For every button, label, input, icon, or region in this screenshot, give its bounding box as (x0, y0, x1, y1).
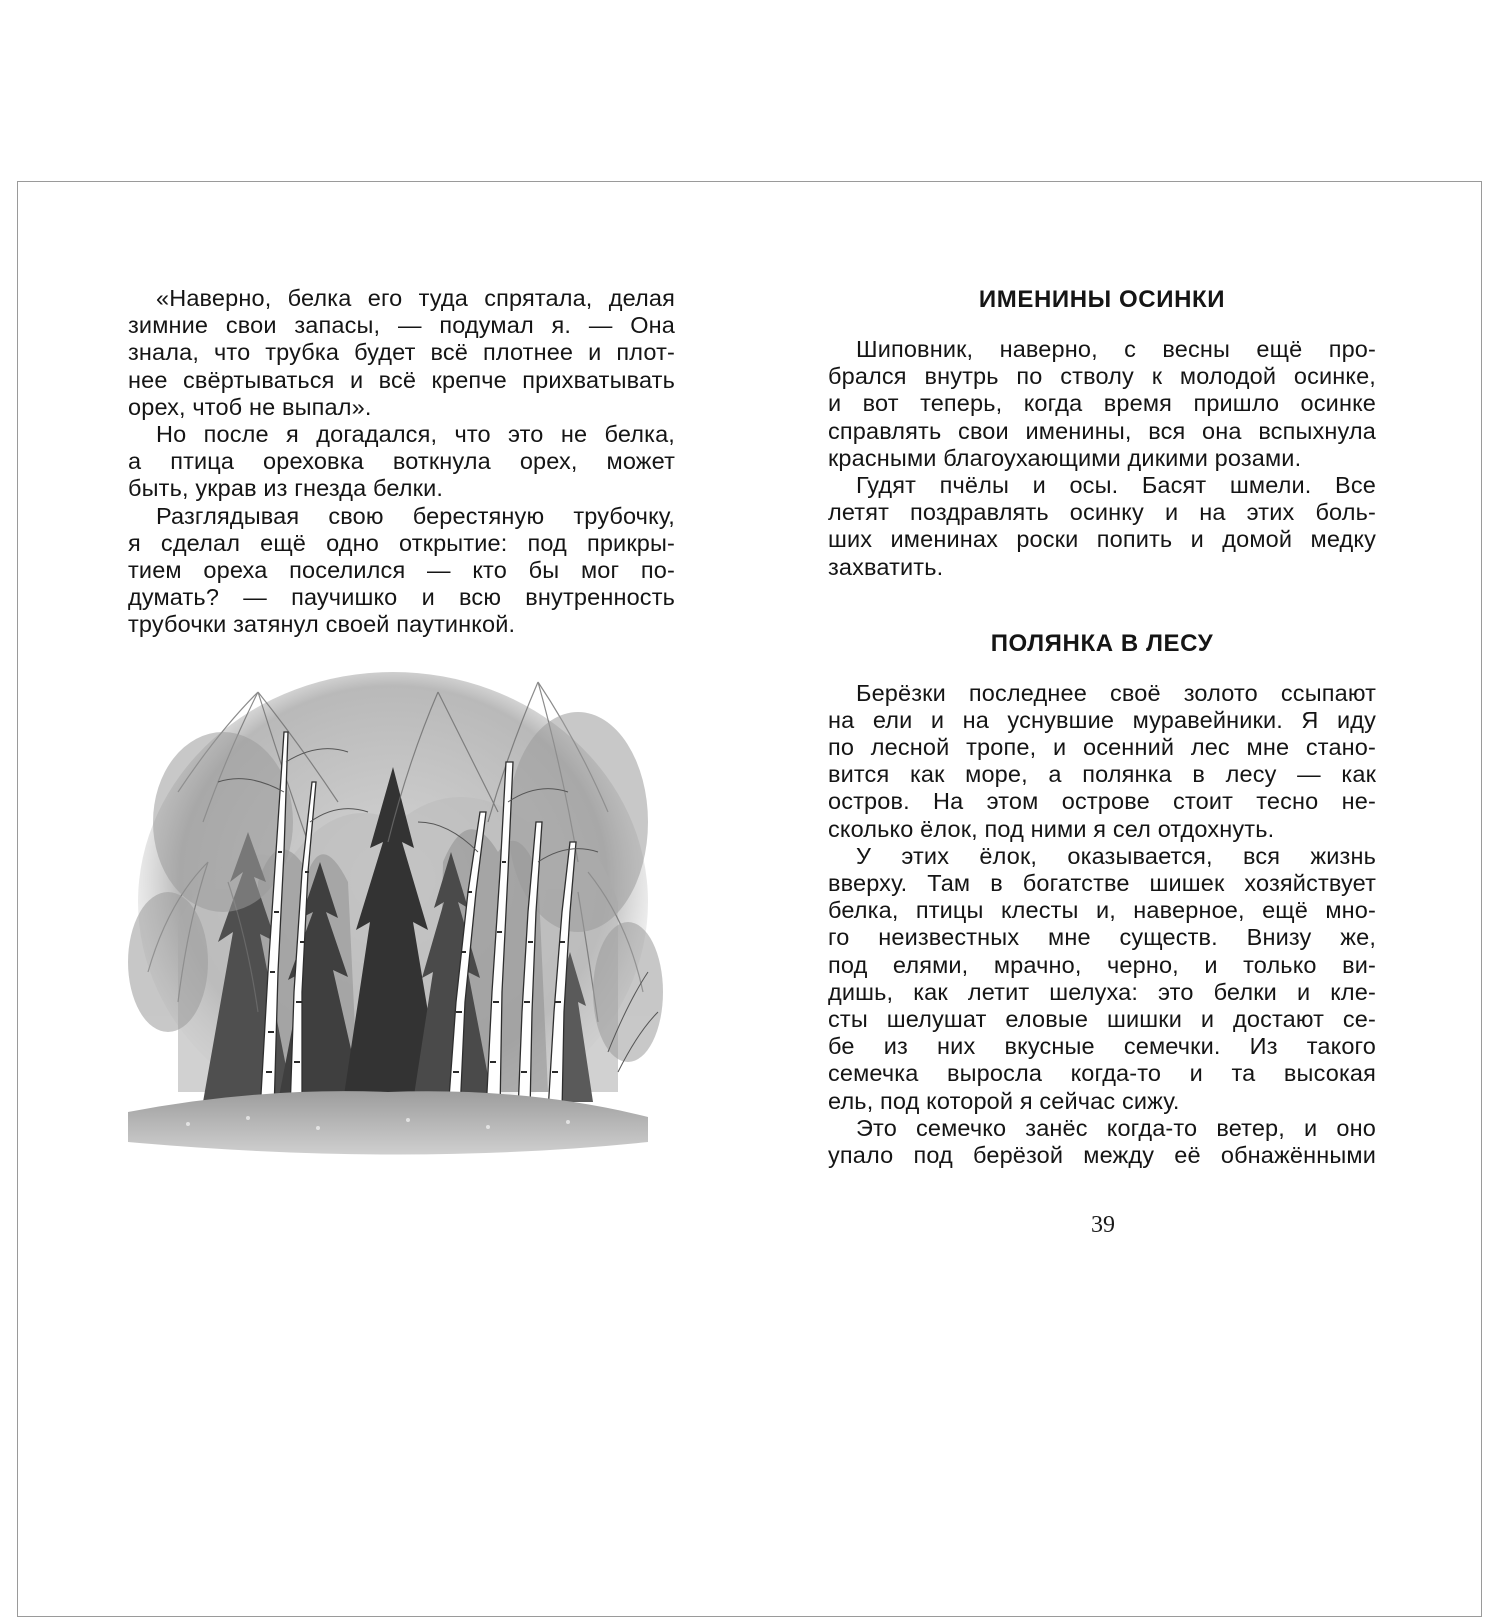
text-line: тием ореха поселился — кто бы мог по- (128, 556, 675, 583)
right-page-text (828, 285, 1376, 1169)
text-line: нее свёртываться и всё крепче прихватывать (128, 366, 675, 393)
text-line: Но после я догадался, что это не белка, (156, 420, 675, 447)
text-line: думать? — паучишко и всю внутренность (128, 584, 675, 611)
text-line: У этих ёлок, оказывается, вся жизнь (856, 842, 1376, 869)
text-line: упало под берёзой между её обнажёнными (828, 1141, 1376, 1168)
right-section2-paragraph-3 (828, 1115, 1376, 1169)
text-line: ель, под которой я сейчас сижу. (828, 1087, 1180, 1114)
text-line: я сделал ещё одно открытие: под прикры- (128, 529, 675, 556)
text-line: Разглядывая свою берестяную трубочку, (156, 502, 675, 529)
text-line: по лесной тропе, и осенний лес мне стано- (828, 734, 1376, 761)
right-section2-paragraph-1 (828, 680, 1376, 843)
left-paragraph-3 (128, 503, 675, 639)
right-section2-paragraph-2 (828, 843, 1376, 1115)
text-line: красными благоухающими дикими розами. (828, 444, 1302, 471)
text-line: Гудят пчёлы и осы. Басят шмели. Все (856, 471, 1376, 498)
left-paragraph-1 (128, 285, 675, 421)
text-line: Берёзки последнее своё золото ссыпают (856, 679, 1376, 706)
right-section1-paragraph-1 (828, 336, 1376, 472)
page-number: 39 (1091, 1212, 1115, 1238)
left-paragraph-2 (128, 421, 675, 503)
text-line: вверху. Там в богатстве шишек хозяйствует (828, 870, 1376, 896)
section-gap (828, 581, 1376, 629)
section-title: ПОЛЯНКА В ЛЕСУ (990, 629, 1214, 657)
text-line: семечка выросла когда-то и та высокая (828, 1060, 1376, 1087)
left-page-text (128, 285, 675, 638)
text-line: орех, чтоб не выпал». (128, 393, 372, 420)
text-line: и вот теперь, когда время пришло осинке (828, 390, 1376, 417)
text-line: остров. На этом острове стоит тесно не- (828, 788, 1376, 815)
text-line: под елями, мрачно, черно, и только ви- (828, 951, 1376, 978)
text-line: справлять свои именины, вся она вспыхнула (828, 417, 1376, 444)
text-line: вится как море, а полянка в лесу — как (828, 761, 1376, 788)
text-line: летят поздравлять осинку и на этих боль- (828, 499, 1376, 526)
text-line: быть, украв из гнезда белки. (128, 475, 444, 502)
right-section1-paragraph-2 (828, 472, 1376, 581)
text-line: трубочки затянул своей паутинкой. (128, 611, 516, 638)
text-line: го неизвестных мне существ. Внизу же, (828, 924, 1376, 951)
section-title: ИМЕНИНЫ ОСИНКИ (978, 286, 1226, 313)
text-line: ших именинах роски попить и домой медку (828, 526, 1376, 553)
text-line: на ели и на уснувшие муравейники. Я иду (828, 706, 1376, 733)
text-line: бе из них вкусные семечки. Из такого (828, 1033, 1376, 1060)
text-line: «Наверно, белка его туда спрятала, делая (156, 285, 675, 311)
text-line: сколько ёлок, под ними я сел отдохнуть. (828, 815, 1275, 842)
birch-and-spruce-forest-illustration (108, 672, 668, 1197)
text-line: брался внутрь по стволу к молодой осинке, (828, 363, 1376, 390)
text-line: зимние свои запасы, — подумал я. — Она (128, 312, 675, 339)
text-line: белка, птицы клесты и, наверное, ещё мно- (828, 897, 1376, 924)
text-line: знала, что трубка будет всё плотнее и плот- (128, 339, 675, 366)
text-line: захватить. (828, 553, 944, 580)
text-line: сты шелушат еловые шишки и достают се- (828, 1005, 1376, 1032)
text-line: Шиповник, наверно, с весны ещё про- (856, 336, 1376, 362)
text-line: Это семечко занёс когда-то ветер, и оно (856, 1114, 1376, 1141)
text-line: а птица ореховка воткнула орех, может (128, 448, 675, 475)
text-line: дишь, как летит шелуха: это белки и кле- (828, 978, 1376, 1005)
book-spread (17, 181, 1482, 1617)
